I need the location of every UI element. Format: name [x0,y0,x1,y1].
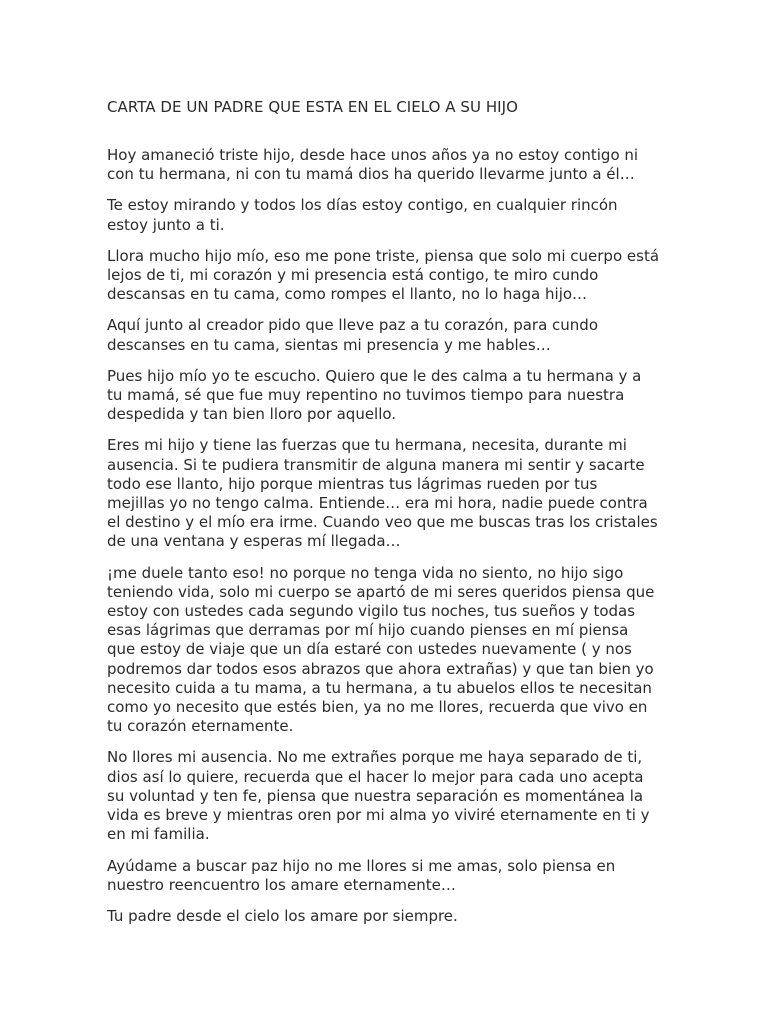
paragraph-line: despedida y tan bien lloro por aquello. [107,405,397,424]
paragraph-line: nuestro reencuentro los amare eternamente… [107,875,456,894]
paragraph [107,146,658,184]
paragraph-line: No llores mi ausencia. No me extrañes porque me haya separado de ti, [107,748,643,767]
paragraph-line: todo ese llanto, hijo porque mientras tus lágrimas rueden por tus [107,474,598,493]
paragraph-line: Ayúdame a buscar paz hijo no me llores si me amas, solo piensa en [107,856,616,875]
paragraph-line: Hoy amaneció triste hijo, desde hace unos años ya no estoy contigo ni [107,146,639,164]
paragraph [107,247,658,305]
paragraph-line: descanses en tu cama, sientas mi presencia y me hables… [107,335,551,354]
paragraph-line: esas lágrimas que derramas por mí hijo cuando pienses en mí piensa [107,621,629,640]
paragraph-line: que estoy de viaje que un día estaré con ustedes nuevamente ( y nos [107,640,632,659]
paragraph-line: Eres mi hijo y tiene las fuerzas que tu hermana, necesita, durante mi [107,436,627,455]
paragraph [107,367,658,425]
paragraph-line: necesito cuida a tu mama, a tu hermana, a tu abuelos ellos te necesitan [107,678,652,697]
paragraph [107,196,658,234]
paragraph-line: descansas en tu cama, como rompes el llanto, no lo haga hijo… [107,285,588,304]
paragraph [107,748,658,844]
paragraph-line: teniendo vida, solo mi cuerpo se apartó de mi seres queridos piensa que [107,582,655,601]
paragraph-line: Te estoy mirando y todos los días estoy contigo, en cualquier rincón [107,196,618,215]
paragraph-line: con tu hermana, ni con tu mamá dios ha querido llevarme junto a él… [107,165,635,184]
paragraph-line: podremos dar todos esos abrazos que ahora extrañas) y que tan bien yo [107,659,654,678]
paragraph [107,907,658,926]
paragraph [107,436,658,551]
document-body [107,146,658,926]
paragraph-line: dios así lo quiere, recuerda que el hacer lo mejor para cada uno acepta [107,767,644,786]
paragraph-line: Llora mucho hijo mío, eso me pone triste, piensa que solo mi cuerpo está [107,246,660,265]
paragraph-line: lejos de ti, mi corazón y mi presencia está contigo, te miro cundo [107,266,599,285]
paragraph-line: tu mamá, sé que fue muy repentino no tuvimos tiempo para nuestra [107,386,625,405]
paragraph-line: Pues hijo mío yo te escucho. Quiero que le des calma a tu hermana y a [107,366,642,385]
paragraph-line: estoy junto a ti. [107,215,225,234]
paragraph-line: de una ventana y esperas mí llegada… [107,532,401,551]
paragraph-line: en mi familia. [107,825,210,844]
paragraph-line: el destino y el mío era irme. Cuando veo que me buscas tras los cristales [107,513,658,532]
document-title: CARTA DE UN PADRE QUE ESTA EN EL CIELO A SU HIJO [107,98,518,116]
paragraph-line: Tu padre desde el cielo los amare por siempre. [107,906,458,925]
paragraph-line: ¡me duele tanto eso! no porque no tenga vida no siento, no hijo sigo [107,563,624,582]
paragraph-line: ausencia. Si te pudiera transmitir de alguna manera mi sentir y sacarte [107,455,645,474]
paragraph-line: mejillas yo no tengo calma. Entiende… era mi hora, nadie puede contra [107,494,648,513]
paragraph [107,857,658,895]
paragraph [107,564,658,737]
paragraph [107,316,658,354]
paragraph-line: como yo necesito que estés bien, ya no me llores, recuerda que vivo en [107,698,648,717]
paragraph-line: Aquí junto al creador pido que lleve paz a tu corazón, para cundo [107,316,599,335]
paragraph-line: vida es breve y mientras oren por mi alma yo viviré eternamente en ti y [107,806,650,825]
paragraph-line: su voluntad y ten fe, piensa que nuestra separación es momentánea la [107,786,644,805]
paragraph-line: estoy con ustedes cada segundo vigilo tus noches, tus sueños y todas [107,602,636,621]
paragraph-line: tu corazón eternamente. [107,717,294,736]
